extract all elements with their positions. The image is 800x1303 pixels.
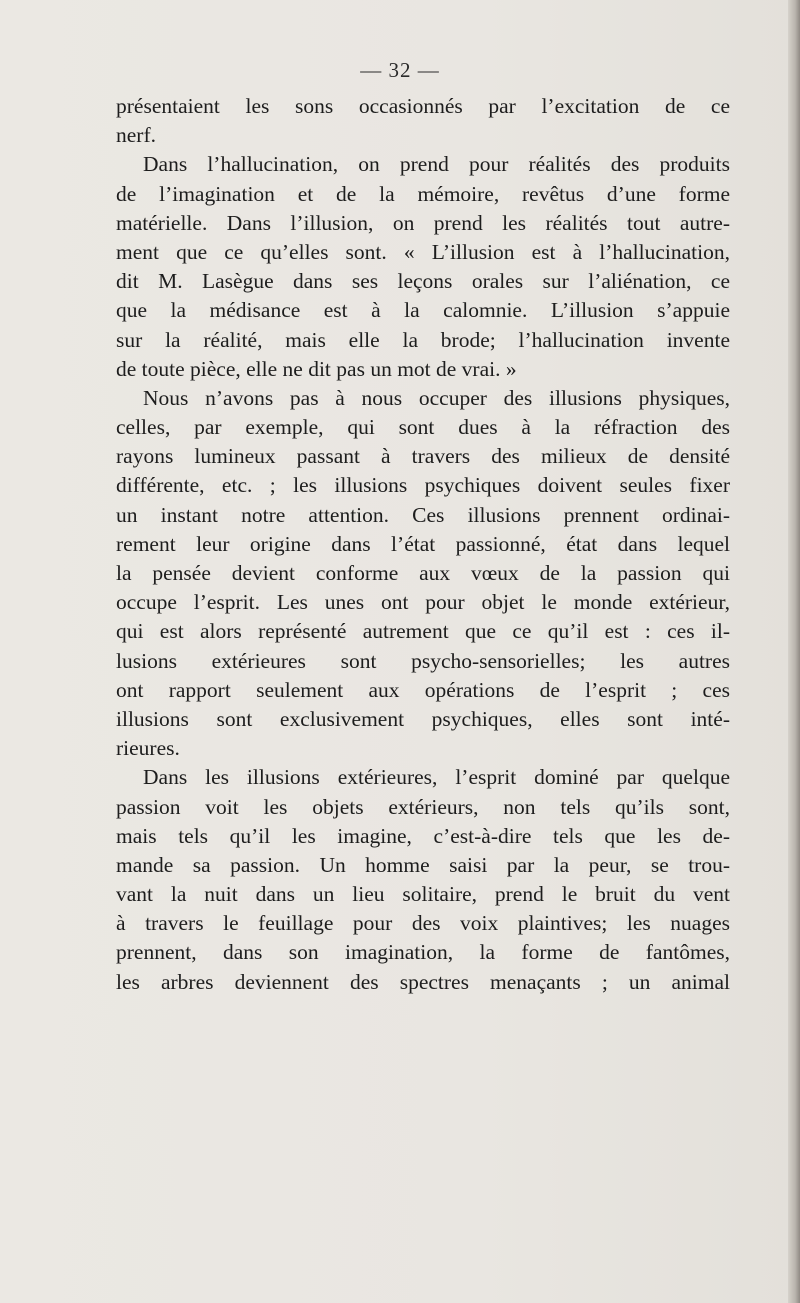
page-edge-shadow	[788, 0, 800, 1303]
text-line: prennent, dans son imagination, la forme de fantômes,	[116, 940, 730, 965]
text-line: illusions sont exclusivement psychiques, elles sont inté-	[116, 706, 730, 731]
page-number: — 32 —	[360, 58, 440, 82]
text-line: mais tels qu’il les imagine, c’est-à-dire tels que les de-	[116, 823, 730, 848]
text-line: rement leur origine dans l’état passionné, état dans lequel	[116, 531, 730, 556]
text-line: dit M. Lasègue dans ses leçons orales sur l’aliénation, ce	[116, 269, 730, 294]
text-line: Dans l’hallucination, on prend pour réalités des produits	[143, 152, 730, 177]
text-line: ont rapport seulement aux opérations de l’esprit ; ces	[116, 677, 730, 702]
text-line: sur la réalité, mais elle la brode; l’hallucination invente	[116, 327, 730, 352]
text-line: mande sa passion. Un homme saisi par la peur, se trou-	[116, 852, 730, 877]
text-line: à travers le feuillage pour des voix plaintives; les nuages	[116, 911, 730, 936]
text-line: nerf.	[116, 123, 156, 148]
text-line: passion voit les objets extérieurs, non tels qu’ils sont,	[116, 794, 730, 819]
text-line: que la médisance est à la calomnie. L’illusion s’appuie	[116, 298, 730, 323]
text-line: occupe l’esprit. Les unes ont pour objet le monde extérieur,	[116, 590, 730, 615]
text-line: Nous n’avons pas à nous occuper des illusions physiques,	[143, 385, 730, 410]
text-line: ment que ce qu’elles sont. « L’illusion est à l’hallucination,	[116, 239, 730, 264]
text-line: celles, par exemple, qui sont dues à la réfraction des	[116, 415, 730, 440]
text-line: qui est alors représenté autrement que ce qu’il est : ces il-	[116, 619, 730, 644]
text-line: les arbres deviennent des spectres menaçants ; un animal	[116, 969, 730, 994]
text-line: présentaient les sons occasionnés par l’excitation de ce	[116, 94, 730, 118]
text-line: différente, etc. ; les illusions psychiques doivent seules fixer	[116, 473, 730, 498]
text-line: Dans les illusions extérieures, l’esprit dominé par quelque	[143, 765, 730, 790]
text-line: la pensée devient conforme aux vœux de la passion qui	[116, 561, 730, 585]
text-line: rieures.	[116, 736, 180, 761]
body-text	[116, 92, 730, 997]
text-line: un instant notre attention. Ces illusions prennent ordinai-	[116, 502, 730, 527]
text-line: de toute pièce, elle ne dit pas un mot de vrai. »	[116, 356, 517, 381]
text-line: vant la nuit dans un lieu solitaire, prend le bruit du vent	[116, 882, 730, 907]
text-line: rayons lumineux passant à travers des milieux de densité	[116, 444, 730, 469]
text-line: de l’imagination et de la mémoire, revêtus d’une forme	[116, 181, 730, 206]
text-line: lusions extérieures sont psycho-sensorielles; les autres	[116, 648, 730, 673]
text-line: matérielle. Dans l’illusion, on prend les réalités tout autre-	[116, 210, 730, 235]
